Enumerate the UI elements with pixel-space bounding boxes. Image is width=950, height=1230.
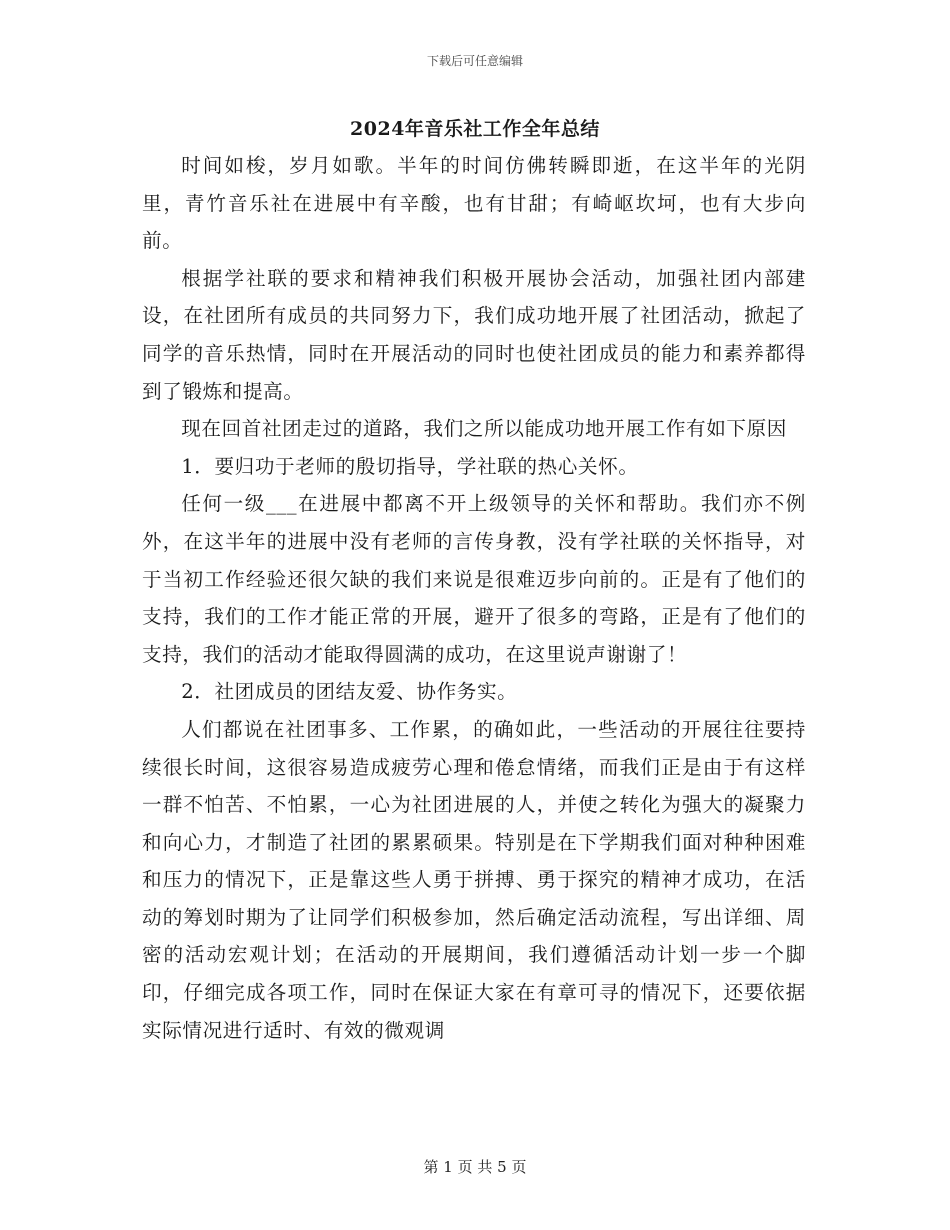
paragraph-teamwork: 人们都说在社团事多、工作累，的确如此，一些活动的开展往往要持续很长时间，这很容易造成疲劳心理和倦怠情绪，而我们正是由于有这样一群不怕苦、不怕累，一心为社团进展的人，并使之转化为强大的凝聚力和向心力，才制造了社团的累累硕果。特别是在下学期我们面对种种困难和压力的情况下，正是靠这些人勇于拼搏、勇于探究的精神才成功，在活动的筹划时期为了让同学们积极参加，然后确定活动流程，写出详细、周密的活动宏观计划；在活动的开展期间，我们遵循活动计划一步一个脚印，仔细完成各项工作，同时在保证大家在有章可寻的情况下，还要依据实际情况进行适时、有效的微观调 [142, 717, 806, 1042]
header-note: 下载后可任意编辑 [426, 54, 523, 68]
paragraph-guidance: 任何一级___在进展中都离不开上级领导的关怀和帮助。我们亦不例外，在这半年的进展中没有老师的言传身教，没有学社联的关怀指导，对于当初工作经验还很欠缺的我们来说是很难迈步向前的。正是有了他们的支持，我们的工作才能正常的开展，避开了很多的弯路，正是有了他们的支持，我们的活动才能取得圆满的成功，在这里说声谢谢了！ [142, 492, 806, 666]
list-item-reason-2: 2．社团成员的团结友爱、协作务实。 [181, 680, 518, 704]
document-title: 2024年音乐社工作全年总结 [350, 118, 600, 140]
paragraph-activities: 根据学社联的要求和精神我们积极开展协会活动，加强社团内部建设，在社团所有成员的共同努力下，我们成功地开展了社团活动，掀起了同学的音乐热情，同时在开展活动的同时也使社团成员的能力和素养都得到了锻炼和提高。 [142, 266, 806, 403]
list-item-reason-1: 1．要归功于老师的殷切指导，学社联的热心关怀。 [181, 454, 639, 478]
page-number: 第 1 页 共 5 页 [423, 1158, 527, 1176]
document-body [142, 147, 806, 1049]
paragraph-intro: 时间如梭，岁月如歌。半年的时间仿佛转瞬即逝，在这半年的光阴里，青竹音乐社在进展中有辛酸，也有甘甜；有崎岖坎坷，也有大步向前。 [142, 154, 806, 253]
paragraph-reasons: 现在回首社团走过的道路，我们之所以能成功地开展工作有如下原因 [181, 417, 787, 441]
